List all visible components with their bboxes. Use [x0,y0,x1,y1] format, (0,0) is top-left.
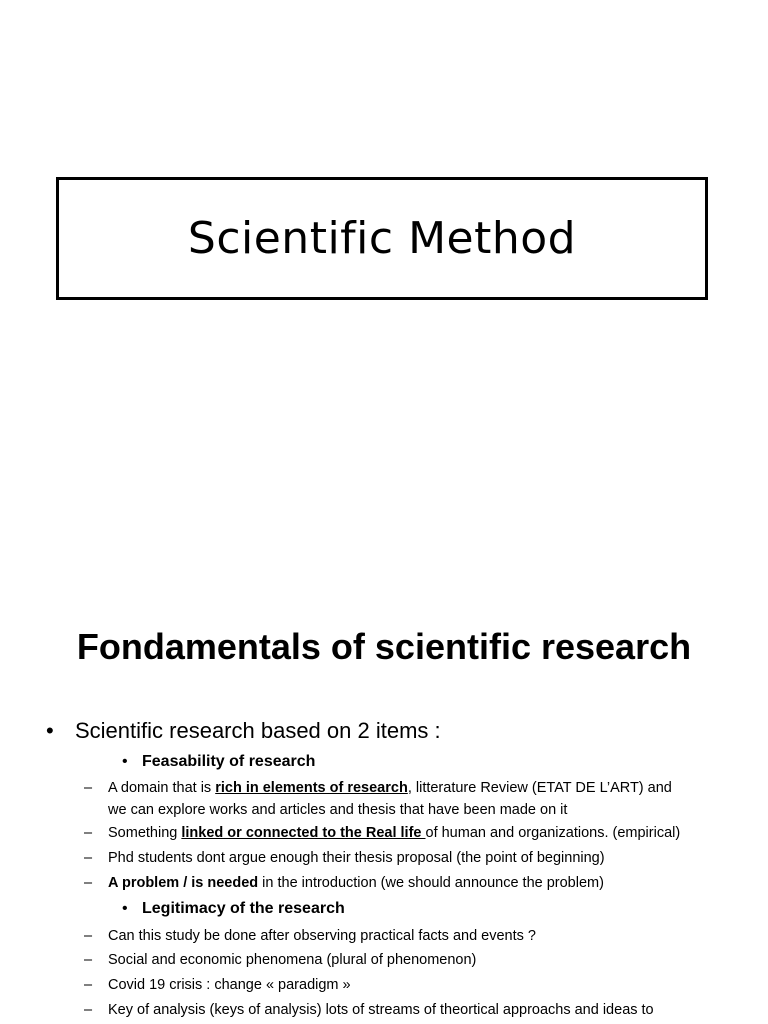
item-text: we can explore works and articles and thesis that have been made on it [108,802,568,818]
dash-marker: – [84,875,93,891]
dash-marker: – [84,952,93,968]
dash-marker: – [84,977,93,993]
item-text: of human and organizations. (empirical) [425,825,681,841]
bullet-marker: • [122,753,128,770]
item-text: Can this study be done after observing practical facts and events ? [108,928,536,944]
section-title: Fondamentals of scientific research [76,626,692,667]
slide-title-box [56,177,708,300]
item-text: Key of analysis (keys of analysis) lots of streams of theortical approachs and ideas to [108,1002,654,1018]
dash-marker: – [84,928,93,944]
dash-marker: – [84,850,93,866]
slide-title: Scientific Method [187,213,577,264]
item-text: Phd students dont argue enough their thesis proposal (the point of beginning) [108,850,605,866]
main-bullet-text: Scientific research based on 2 items : [75,718,441,743]
item-text: , litterature Review (ETAT DE L’ART) and [407,780,672,796]
sub-heading-text: Feasability of research [142,753,316,770]
item-text: A domain that is [108,780,216,796]
item-emphasis: A problem / is needed [108,875,259,891]
item-text: in the introduction (we should announce the problem) [258,875,604,891]
dash-marker: – [84,825,93,841]
item-emphasis: rich in elements of research [215,780,408,796]
dash-marker: – [84,1002,93,1018]
item-emphasis: linked or connected to the Real life [181,825,426,841]
item-text: Covid 19 crisis : change « paradigm » [108,977,351,993]
bullet-marker: • [46,718,54,743]
item-text: Social and economic phenomena (plural of phenomenon) [108,952,477,968]
bullet-marker: • [122,900,128,917]
dash-marker: – [84,780,93,796]
sub-heading-text: Legitimacy of the research [142,900,345,917]
item-text: Something [108,825,182,841]
